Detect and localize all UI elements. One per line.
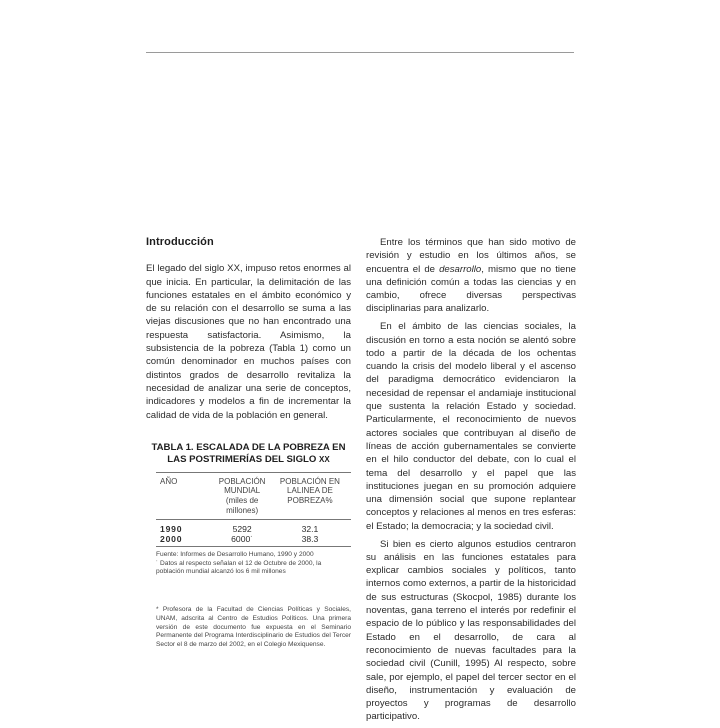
p1-text-b: , mismo que no tiene una definición común a todas las ciencias y en cambio, ofrece diversas perspectivas disciplinarias para analizarlo.	[366, 263, 576, 315]
header-rule	[146, 52, 574, 53]
header-population: POBLACIÓN MUNDIAL (miles de millones)	[218, 476, 266, 515]
cell-poverty: 32.1	[301, 524, 319, 535]
intro-paragraph: El legado del siglo XX, impuso retos enormes al que inicia. En particular, la delimitación de las funciones estatales en el ámbito económico y de su relación con el desarrollo se suma a las viejas discusiones que no han encontrado una respuesta satisfactoria. Asimismo, la subsistencia de la pobreza (Tabla 1) como un común denominador en muchos países con distintos grados de desarrollo revitaliza la necesidad de analizar una serie de conceptos, indicadores y modelos a fin de incrementar la calidad de vida de la población en general.	[146, 263, 351, 421]
table-data-note: ˙ Datos al respecto señalan el 12 de Octubre de 2000, la población mundial alcanzó los 6 mil millones	[156, 559, 322, 576]
author-footnote: * Profesora de la Facultad de Ciencias Políticas y Sociales, UNAM, adscrita al Centro de Estudios Políticos. Una primera versión de este documento fue expuesta en el Seminario Permanente del Programa Interdisciplinario de Estudios del Tercer Sector el 8 de marzo del 2002, en el Colegio Mexiquense.	[156, 606, 351, 648]
paragraph-2: En el ámbito de las ciencias sociales, la discusión en torno a esta noción se alentó sobre todo a partir de la década de los ochentas cuando la crisis del modelo liberal y el ascenso del paradigma democrático evidenciaron la necesidad de repensar el andamiaje institucional que sustenta la relación Estado y sociedad. Particularmente, el reconocimiento de nuevos actores sociales que contribuyan al diseño de líneas de acción gubernamentales se convierte en el hilo conductor del debate, con lo cual el tema del desarrollo y el papel que las instituciones juegan en su promoción adquiere una dimensión social que supone replantear conceptos y relaciones al menos en tres esferas: el Estado; la democracia; y la sociedad civil.	[366, 321, 576, 532]
table-bottom-rule	[156, 546, 351, 547]
cell-poverty: 38.3	[301, 534, 319, 545]
table-title	[146, 442, 351, 466]
p1-emphasis: desarrollo	[439, 263, 482, 275]
header-year: AÑO	[160, 476, 178, 486]
table-notes	[146, 551, 351, 576]
cell-population: 5292	[232, 524, 252, 535]
table-body	[146, 520, 351, 546]
p1-text-a: Entre los términos que han sido motivo de revisión y estudio en los últimos años, se encuentra el de	[366, 237, 576, 275]
table-title-century: XX	[319, 454, 330, 464]
paragraph-1	[366, 236, 576, 316]
cell-year: 1990	[160, 524, 183, 535]
table-header-row	[146, 473, 351, 519]
right-column	[366, 236, 576, 728]
table-row	[146, 524, 351, 534]
table-source-note: Fuente: Informes de Desarrollo Humano, 1990 y 2000	[156, 551, 314, 559]
table-row	[146, 534, 351, 544]
cell-population: 6000˙	[231, 534, 254, 545]
cell-year: 2000	[160, 534, 183, 545]
section-heading: Introducción	[146, 236, 214, 248]
table-title-line1: TABLA 1. ESCALADA DE LA POBREZA EN	[151, 441, 346, 453]
poverty-table	[146, 442, 351, 577]
header-poverty: POBLACIÓN EN LALINEA DE POBREZA%	[279, 476, 340, 506]
paragraph-3: Si bien es cierto algunos estudios centraron su análisis en las funciones estatales para explicar cambios sociales y políticos, tanto internos como externos, a partir de la historicidad de sus estructuras (Skocpol, 1985) durante los noventas, gana terreno el interés por redefinir el espacio de lo público y las responsabilidades del Estado en el desarrollo, de cara al reconocimiento de nuevas facultades para la sociedad civil (Cunill, 1995) Al respecto, sobre sale, por ejemplo, el papel del tercer sector en el diseño, instrumentación y evaluación de proyectos y programas de desarrollo participativo.	[366, 538, 576, 723]
left-column	[146, 236, 351, 649]
table-title-line2: LAS POSTRIMERÍAS DEL SIGLO	[167, 453, 317, 465]
